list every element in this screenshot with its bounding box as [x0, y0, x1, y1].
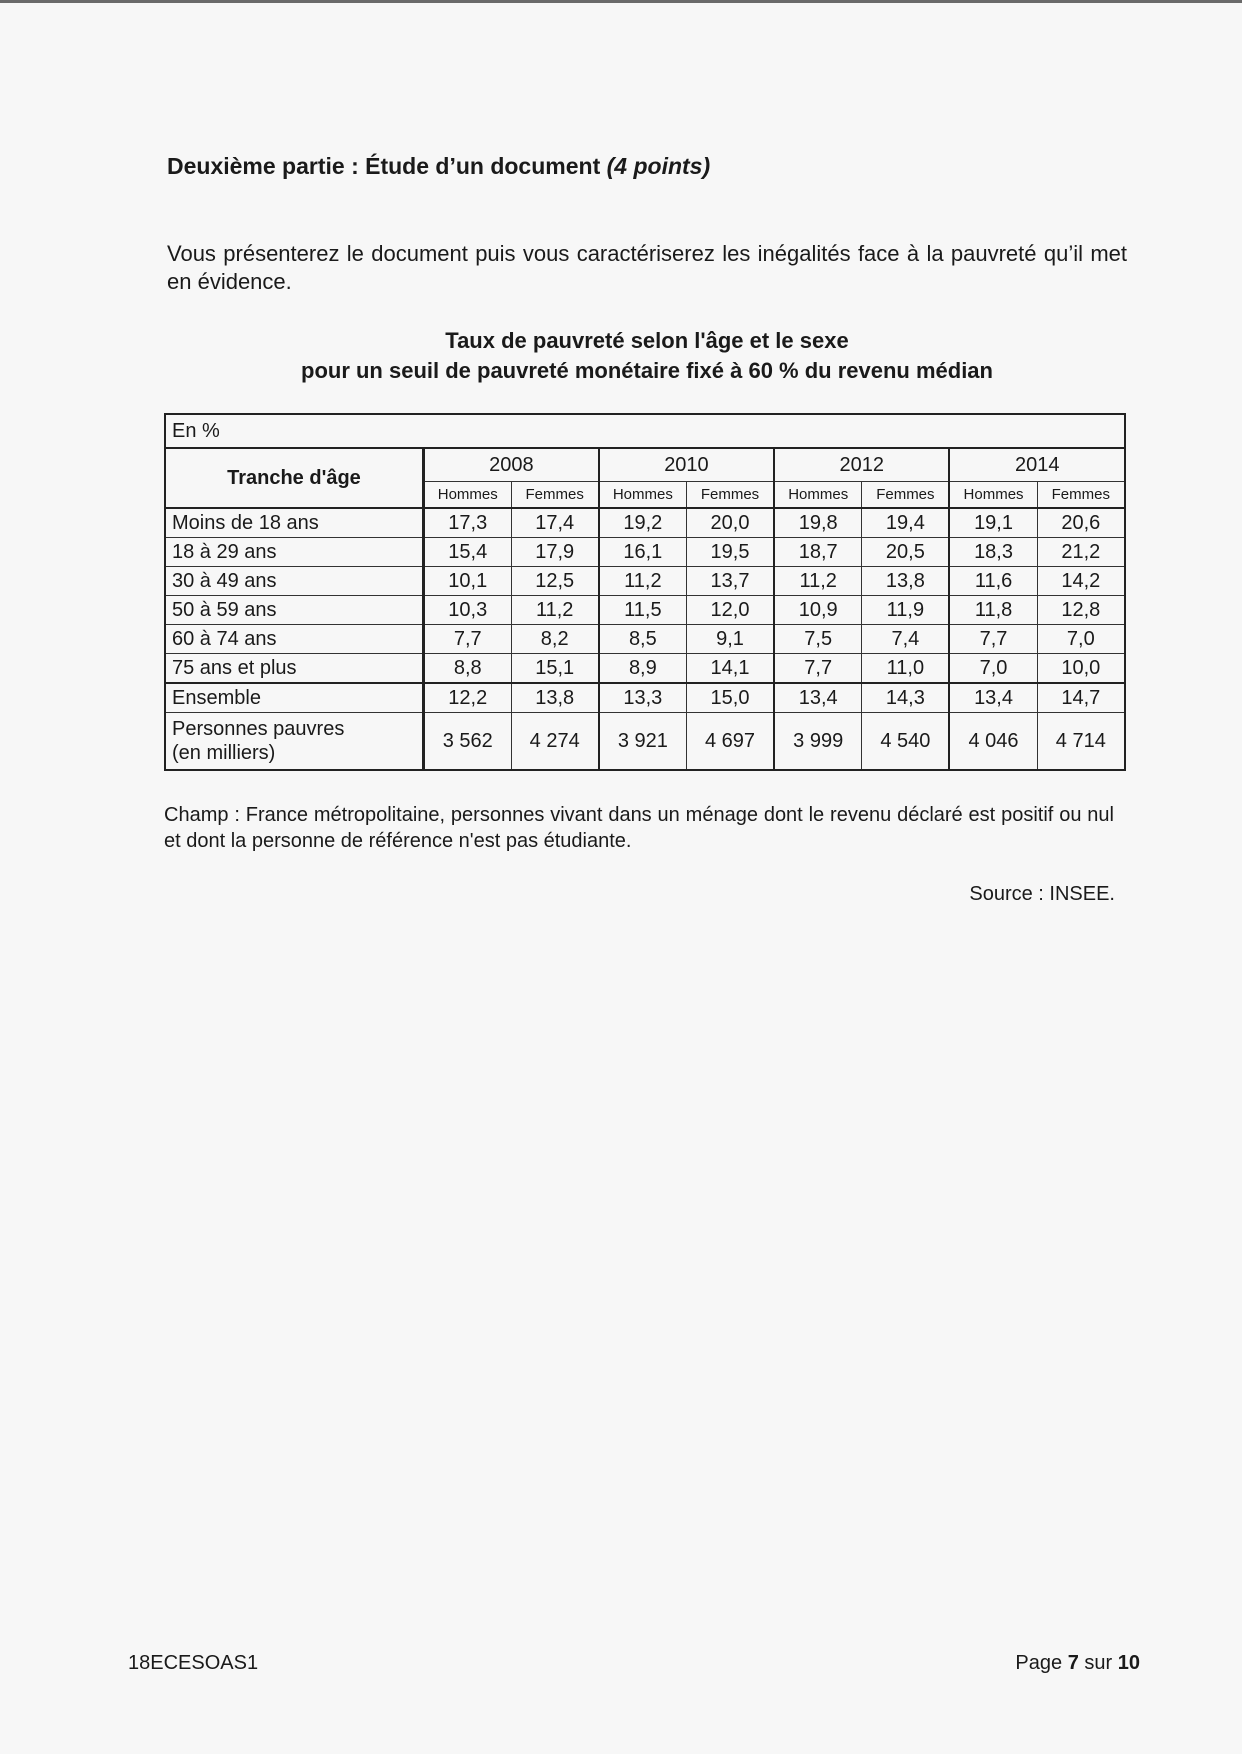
table-cell: 4 274	[511, 713, 599, 771]
page-separator: sur	[1084, 1652, 1113, 1674]
table-row	[165, 567, 1125, 596]
year-header: 2008	[423, 448, 598, 482]
table-cell: 7,0	[1037, 625, 1125, 654]
year-header: 2010	[599, 448, 774, 482]
table-cell: 8,5	[599, 625, 687, 654]
table-cell: 10,1	[423, 567, 511, 596]
table-cell: 16,1	[599, 538, 687, 567]
page-prefix: Page	[1015, 1652, 1063, 1674]
table-cell: 20,6	[1037, 508, 1125, 538]
age-group-header: Tranche d'âge	[165, 448, 423, 508]
sex-header-men: Hommes	[423, 482, 511, 509]
table-cell: 11,5	[599, 596, 687, 625]
section-heading-title: Deuxième partie : Étude d’un document	[167, 153, 601, 179]
table-row	[165, 538, 1125, 567]
table-cell: 7,7	[423, 625, 511, 654]
table-title-line-1: Taux de pauvreté selon l'âge et le sexe	[445, 328, 849, 353]
table-cell: 11,0	[862, 654, 950, 684]
poor-persons-label-line-1: Personnes pauvres	[172, 718, 345, 740]
table-cell: 4 540	[862, 713, 950, 771]
exam-code: 18ECESOAS1	[128, 1652, 259, 1674]
table-cell: 7,4	[862, 625, 950, 654]
sex-header-men: Hommes	[949, 482, 1037, 509]
age-group-label: 75 ans et plus	[165, 654, 423, 684]
page-total: 10	[1117, 1652, 1140, 1674]
age-group-label: 50 à 59 ans	[165, 596, 423, 625]
table-cell: 11,2	[774, 567, 862, 596]
age-group-label: Moins de 18 ans	[165, 508, 423, 538]
table-cell: 11,9	[862, 596, 950, 625]
table-cell: 7,7	[774, 654, 862, 684]
poverty-rate-table	[164, 413, 1126, 771]
poor-persons-label	[165, 713, 423, 771]
table-cell: 12,0	[686, 596, 774, 625]
table-cell: 15,1	[511, 654, 599, 684]
age-group-label: 60 à 74 ans	[165, 625, 423, 654]
table-row	[165, 654, 1125, 684]
table-cell: 7,5	[774, 625, 862, 654]
table-cell: 15,0	[686, 683, 774, 713]
table-cell: 10,0	[1037, 654, 1125, 684]
table-cell: 7,0	[949, 654, 1037, 684]
section-heading-points: (4 points)	[606, 153, 711, 179]
table-cell: 13,4	[774, 683, 862, 713]
poor-persons-label-line-2: (en milliers)	[172, 742, 276, 764]
sex-header-women: Femmes	[686, 482, 774, 509]
table-cell: 10,3	[423, 596, 511, 625]
sex-header-women: Femmes	[511, 482, 599, 509]
table-cell: 18,7	[774, 538, 862, 567]
source-citation: Source : INSEE.	[969, 883, 1115, 905]
table-cell: 19,8	[774, 508, 862, 538]
age-group-label: 30 à 49 ans	[165, 567, 423, 596]
table-cell: 21,2	[1037, 538, 1125, 567]
table-cell: 17,4	[511, 508, 599, 538]
table-unit: En %	[165, 414, 1125, 448]
age-group-label: 18 à 29 ans	[165, 538, 423, 567]
table-cell: 8,9	[599, 654, 687, 684]
table-cell: 13,3	[599, 683, 687, 713]
year-header-row	[165, 448, 1125, 482]
table-cell: 7,7	[949, 625, 1037, 654]
table-cell: 14,1	[686, 654, 774, 684]
table-cell: 4 714	[1037, 713, 1125, 771]
table-title-line-2: pour un seuil de pauvreté monétaire fixé à 60 % du revenu médian	[301, 358, 993, 383]
table-cell: 4 046	[949, 713, 1037, 771]
year-header: 2014	[949, 448, 1125, 482]
table-cell: 8,2	[511, 625, 599, 654]
ensemble-label: Ensemble	[165, 683, 423, 713]
table-cell: 12,2	[423, 683, 511, 713]
table-cell: 9,1	[686, 625, 774, 654]
table-cell: 12,8	[1037, 596, 1125, 625]
table-cell: 11,2	[599, 567, 687, 596]
page-current: 7	[1067, 1652, 1079, 1674]
table-cell: 17,3	[423, 508, 511, 538]
instruction-text: Vous présenterez le document puis vous caractériserez les inégalités face à la pauvreté qu’il met en évidence.	[167, 241, 1127, 294]
table-cell: 20,5	[862, 538, 950, 567]
table-cell: 11,2	[511, 596, 599, 625]
table-cell: 14,3	[862, 683, 950, 713]
poor-persons-row	[165, 713, 1125, 771]
table-cell: 20,0	[686, 508, 774, 538]
page-number	[1015, 1652, 1140, 1675]
table-cell: 19,4	[862, 508, 950, 538]
page-top-edge	[0, 0, 1242, 3]
sex-header-men: Hommes	[599, 482, 687, 509]
sex-header-men: Hommes	[774, 482, 862, 509]
table-title	[167, 326, 1127, 386]
table-cell: 19,1	[949, 508, 1037, 538]
table-cell: 11,6	[949, 567, 1037, 596]
table-cell: 14,2	[1037, 567, 1125, 596]
table-cell: 13,7	[686, 567, 774, 596]
table-cell: 14,7	[1037, 683, 1125, 713]
sex-header-women: Femmes	[1037, 482, 1125, 509]
table-cell: 17,9	[511, 538, 599, 567]
table-cell: 10,9	[774, 596, 862, 625]
section-heading	[167, 153, 710, 180]
table-cell: 3 921	[599, 713, 687, 771]
table-cell: 18,3	[949, 538, 1037, 567]
table-cell: 3 562	[423, 713, 511, 771]
table-cell: 19,5	[686, 538, 774, 567]
table-cell: 15,4	[423, 538, 511, 567]
table-row	[165, 508, 1125, 538]
table-row	[165, 625, 1125, 654]
table-cell: 11,8	[949, 596, 1037, 625]
scope-note: Champ : France métropolitaine, personnes vivant dans un ménage dont le revenu déclaré est positif ou nul et dont la personne de référence n'est pas étudiante.	[164, 804, 1114, 852]
table-cell: 12,5	[511, 567, 599, 596]
table-cell: 4 697	[686, 713, 774, 771]
table-cell: 13,4	[949, 683, 1037, 713]
table-row	[165, 596, 1125, 625]
ensemble-row	[165, 683, 1125, 713]
table-cell: 3 999	[774, 713, 862, 771]
table-cell: 8,8	[423, 654, 511, 684]
unit-row	[165, 414, 1125, 448]
table-cell: 13,8	[511, 683, 599, 713]
table-cell: 13,8	[862, 567, 950, 596]
year-header: 2012	[774, 448, 949, 482]
table-cell: 19,2	[599, 508, 687, 538]
sex-header-women: Femmes	[862, 482, 950, 509]
